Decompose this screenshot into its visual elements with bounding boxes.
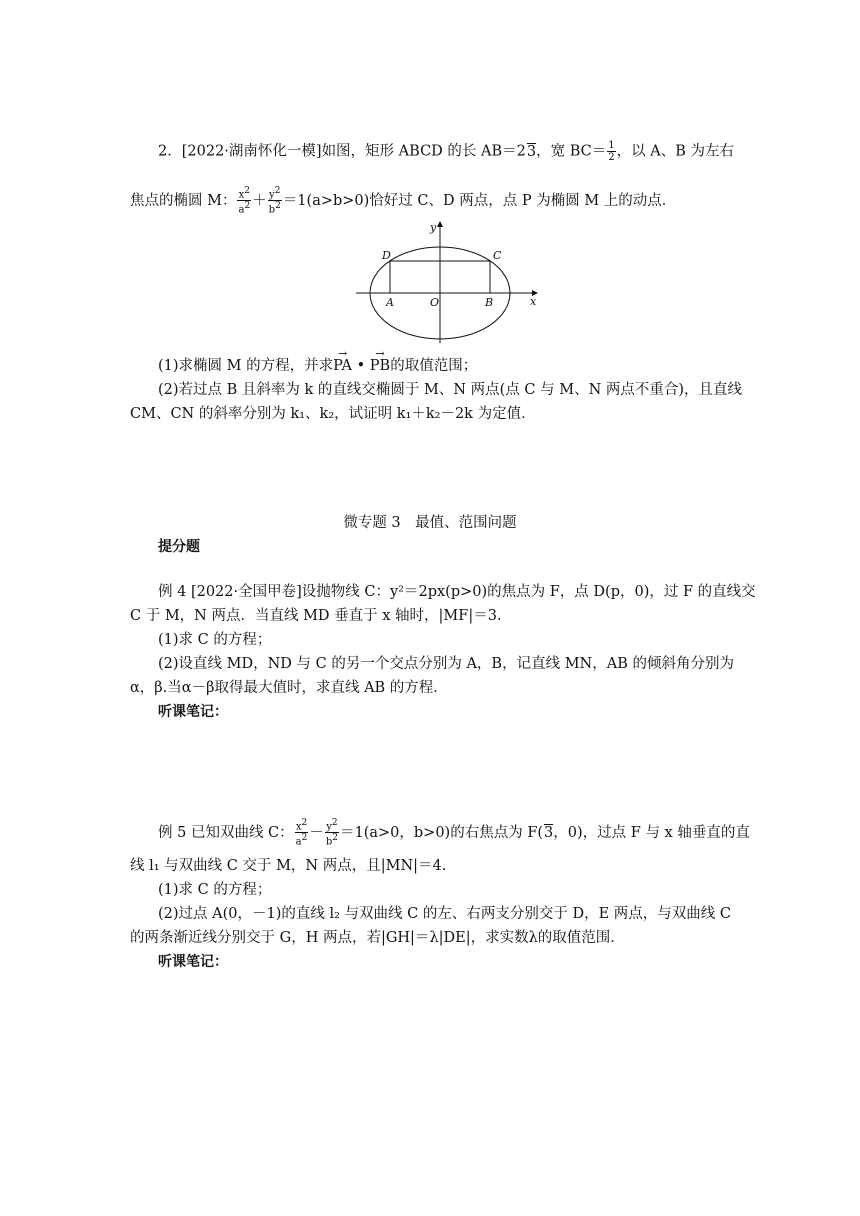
example4-line2: C 于 M，N 两点．当直线 MD 垂直于 x 轴时，|MF|＝3. xyxy=(130,608,502,624)
label-a: A xyxy=(386,296,394,309)
label-c: C xyxy=(493,249,502,262)
hyperbola-eq-frac-x: $\frac{x^2}{a^2}$ xyxy=(295,818,308,848)
example4-line1: 例 4 [2022·全国甲卷]设抛物线 C：y²＝2px(p>0)的焦点为 F，点 D(p，0)，过 F 的直线交 xyxy=(158,584,756,600)
label-x: x xyxy=(530,295,537,308)
label-d: D xyxy=(382,249,391,262)
section-title: 微专题 3 最值、范围问题 xyxy=(343,515,517,531)
label-b: B xyxy=(485,296,494,309)
section-subtitle: 提分题 xyxy=(158,539,200,555)
ellipse-eq-frac-x: $\frac{x^2}{a^2}$ xyxy=(238,186,251,216)
label-o: O xyxy=(430,296,440,309)
hyperbola-eq-frac-y: $\frac{y^2}{b^2}$ xyxy=(325,818,338,848)
example4-line5: α，β.当α－β取得最大值时，求直线 AB 的方程． xyxy=(130,680,448,696)
problem2-q2-line1: (2)若过点 B 且斜率为 k 的直线交椭圆于 M、N 两点(点 C 与 M、N 两点不重合)，且直线 xyxy=(158,382,743,398)
problem2-q2-line2: CM、CN 的斜率分别为 k₁、k₂，试证明 k₁＋k₂－2k 为定值． xyxy=(130,406,536,422)
example4-line4: (2)设直线 MD，ND 与 C 的另一个交点分别为 A，B，记直线 MN，AB 的倾斜角分别为 xyxy=(158,656,734,672)
example5-line5: 的两条渐近线分别交于 G，H 两点，若|GH|＝λ|DE|，求实数λ的取值范围． xyxy=(130,930,625,946)
example5-line3: (1)求 C 的方程； xyxy=(158,882,272,898)
example5-line1: 例 5 已知双曲线 C： $\frac{x^2}{a^2}$ － $\frac{y^2}{b^2}$ ＝1(a>0，b>0)的右焦点为 F(3，0)，过点 F 与 x 轴垂直的直 xyxy=(158,818,750,848)
ellipse-figure xyxy=(350,215,550,347)
example5-notes: 听课笔记： xyxy=(158,954,228,970)
problem2-q1: (1)求椭圆 M 的方程，并求→ PA • → PB的取值范围； xyxy=(158,356,477,376)
problem2-line2: 焦点的椭圆 M： $\frac{x^2}{a^2}$ ＋ $\frac{y^2}{b^2}$ ＝1(a>b>0)恰好过 C、D 两点，点 P 为椭圆 M 上的动点． xyxy=(130,186,677,216)
label-y: y xyxy=(430,221,437,234)
problem2-line1: 2．[2022·湖南怀化一模]如图，矩形 ABCD 的长 AB＝23，宽 BC＝ $\frac{1}{2}$ ，以 A、B 为左右 xyxy=(158,140,734,163)
example5-line4: (2)过点 A(0，－1)的直线 l₂ 与双曲线 C 的左、右两支分别交于 D，E 两点，与双曲线 C xyxy=(158,906,731,922)
example5-line2: 线 l₁ 与双曲线 C 交于 M，N 两点，且|MN|＝4. xyxy=(130,858,447,874)
example4-notes: 听课笔记： xyxy=(158,704,228,720)
example4-line3: (1)求 C 的方程； xyxy=(158,632,272,648)
ellipse-eq-frac-y: $\frac{y^2}{b^2}$ xyxy=(268,186,281,216)
vector-pb: → PB xyxy=(370,356,390,376)
vector-pa: → PA xyxy=(333,356,352,376)
y-axis-arrow xyxy=(437,221,443,227)
